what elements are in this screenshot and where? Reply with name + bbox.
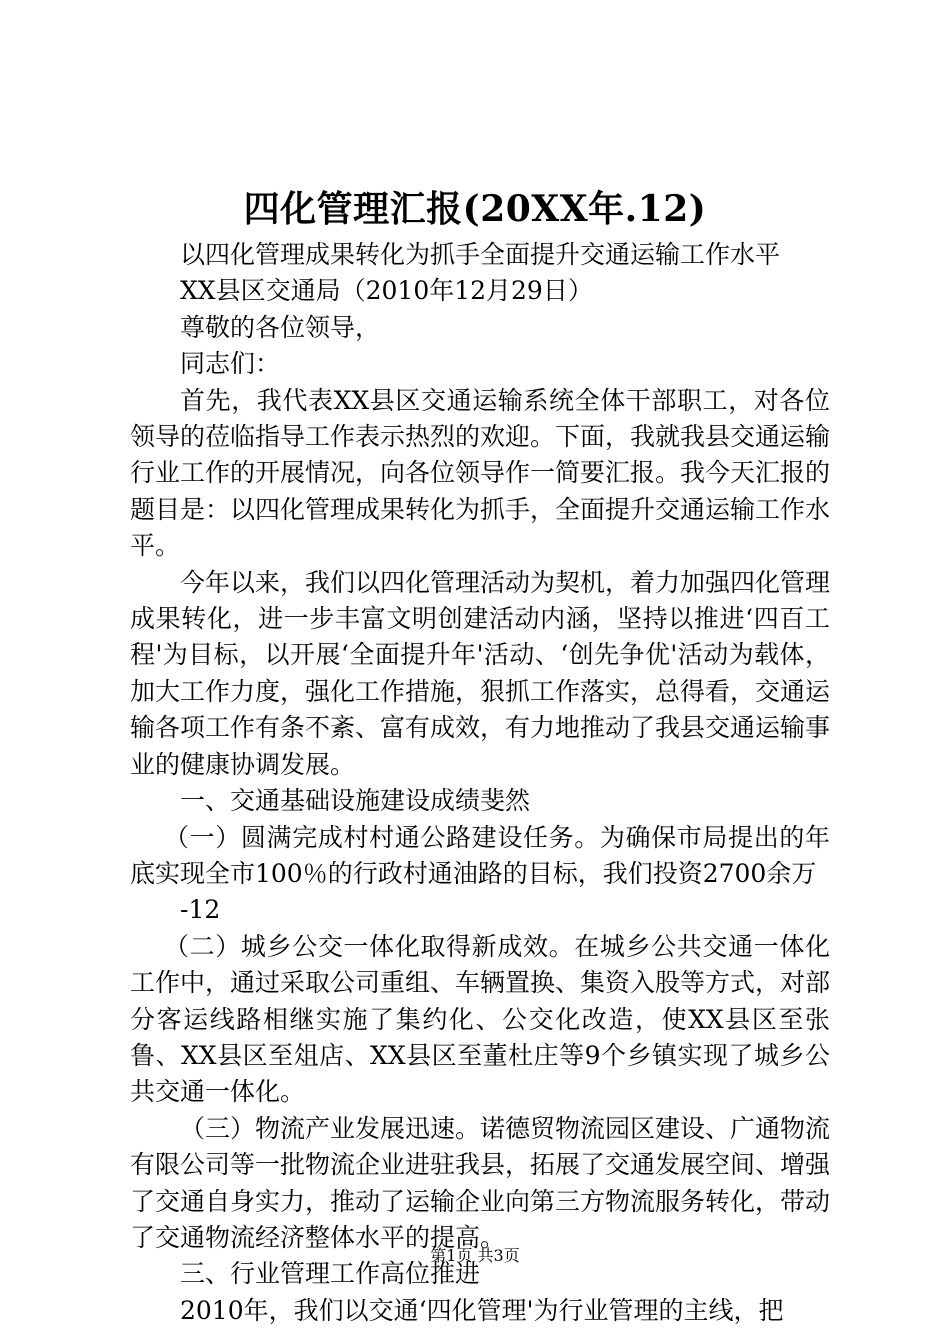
section-heading-3: 三、行业管理工作高位推进 (180, 1259, 481, 1289)
item-1: （一）圆满完成村村通公路建设任务。为确保市局提出的年底实现全市100％的行政村通油路的目标，我们投资2700余万 (130, 822, 830, 888)
section-heading-1: 一、交通基础设施建设成绩斐然 (180, 786, 531, 816)
salutation-comrades: 同志们： (180, 349, 281, 379)
page-fragment: -12 (180, 895, 221, 925)
salutation-leaders: 尊敬的各位领导， (180, 312, 381, 342)
author-line: XX县区交通局（2010年12月29日） (180, 276, 593, 306)
document-title: 四化管理汇报(20XX年.12) (243, 188, 707, 230)
paragraph-last-line: 2010年，我们以交通‘四化管理'为行业管理的主线，把 (180, 1295, 784, 1325)
item-2: （二）城乡公交一体化取得新成效。在城乡公共交通一体化工作中，通过采取公司重组、车辆置换、集资入股等方式，对部分客运线路相继实施了集约化、公交化改造，使XX县区至张鲁、XX县区至俎店、XX县区至董杜庄等9个乡镇实现了城乡公共交通一体化。 (130, 931, 831, 1107)
paragraph-opening: 首先，我代表XX县区交通运输系统全体干部职工，对各位领导的莅临指导工作表示热烈的欢迎。下面，我就我县交通运输行业工作的开展情况，向各位领导作一简要汇报。我今天汇报的题目是：以四化管理成果转化为抓手，全面提升交通运输工作水平。 (130, 385, 831, 561)
document-subtitle: 以四化管理成果转化为抓手全面提升交通运输工作水平 (180, 240, 781, 269)
document-body (130, 237, 830, 1329)
page-footer: 第1页 共3页 (430, 1246, 520, 1265)
paragraph-summary: 今年以来，我们以四化管理活动为契机，着力加强四化管理成果转化，进一步丰富文明创建活动内涵，坚持以推进‘四百工程'为目标，以开展‘全面提升年'活动、‘创先争优'活动为载体，加大工作力度，强化工作措施，狠抓工作落实，总得看，交通运输各项工作有条不紊、富有成效，有力地推动了我县交通运输事业的健康协调发展。 (130, 567, 831, 779)
item-3: （三）物流产业发展迅速。诺德贸物流园区建设、广通物流有限公司等一批物流企业进驻我县，拓展了交通发展空间、增强了交通自身实力，推动了运输企业向第三方物流服务转化，带动了交通物流经济整体水平的提高。 (130, 1113, 831, 1252)
